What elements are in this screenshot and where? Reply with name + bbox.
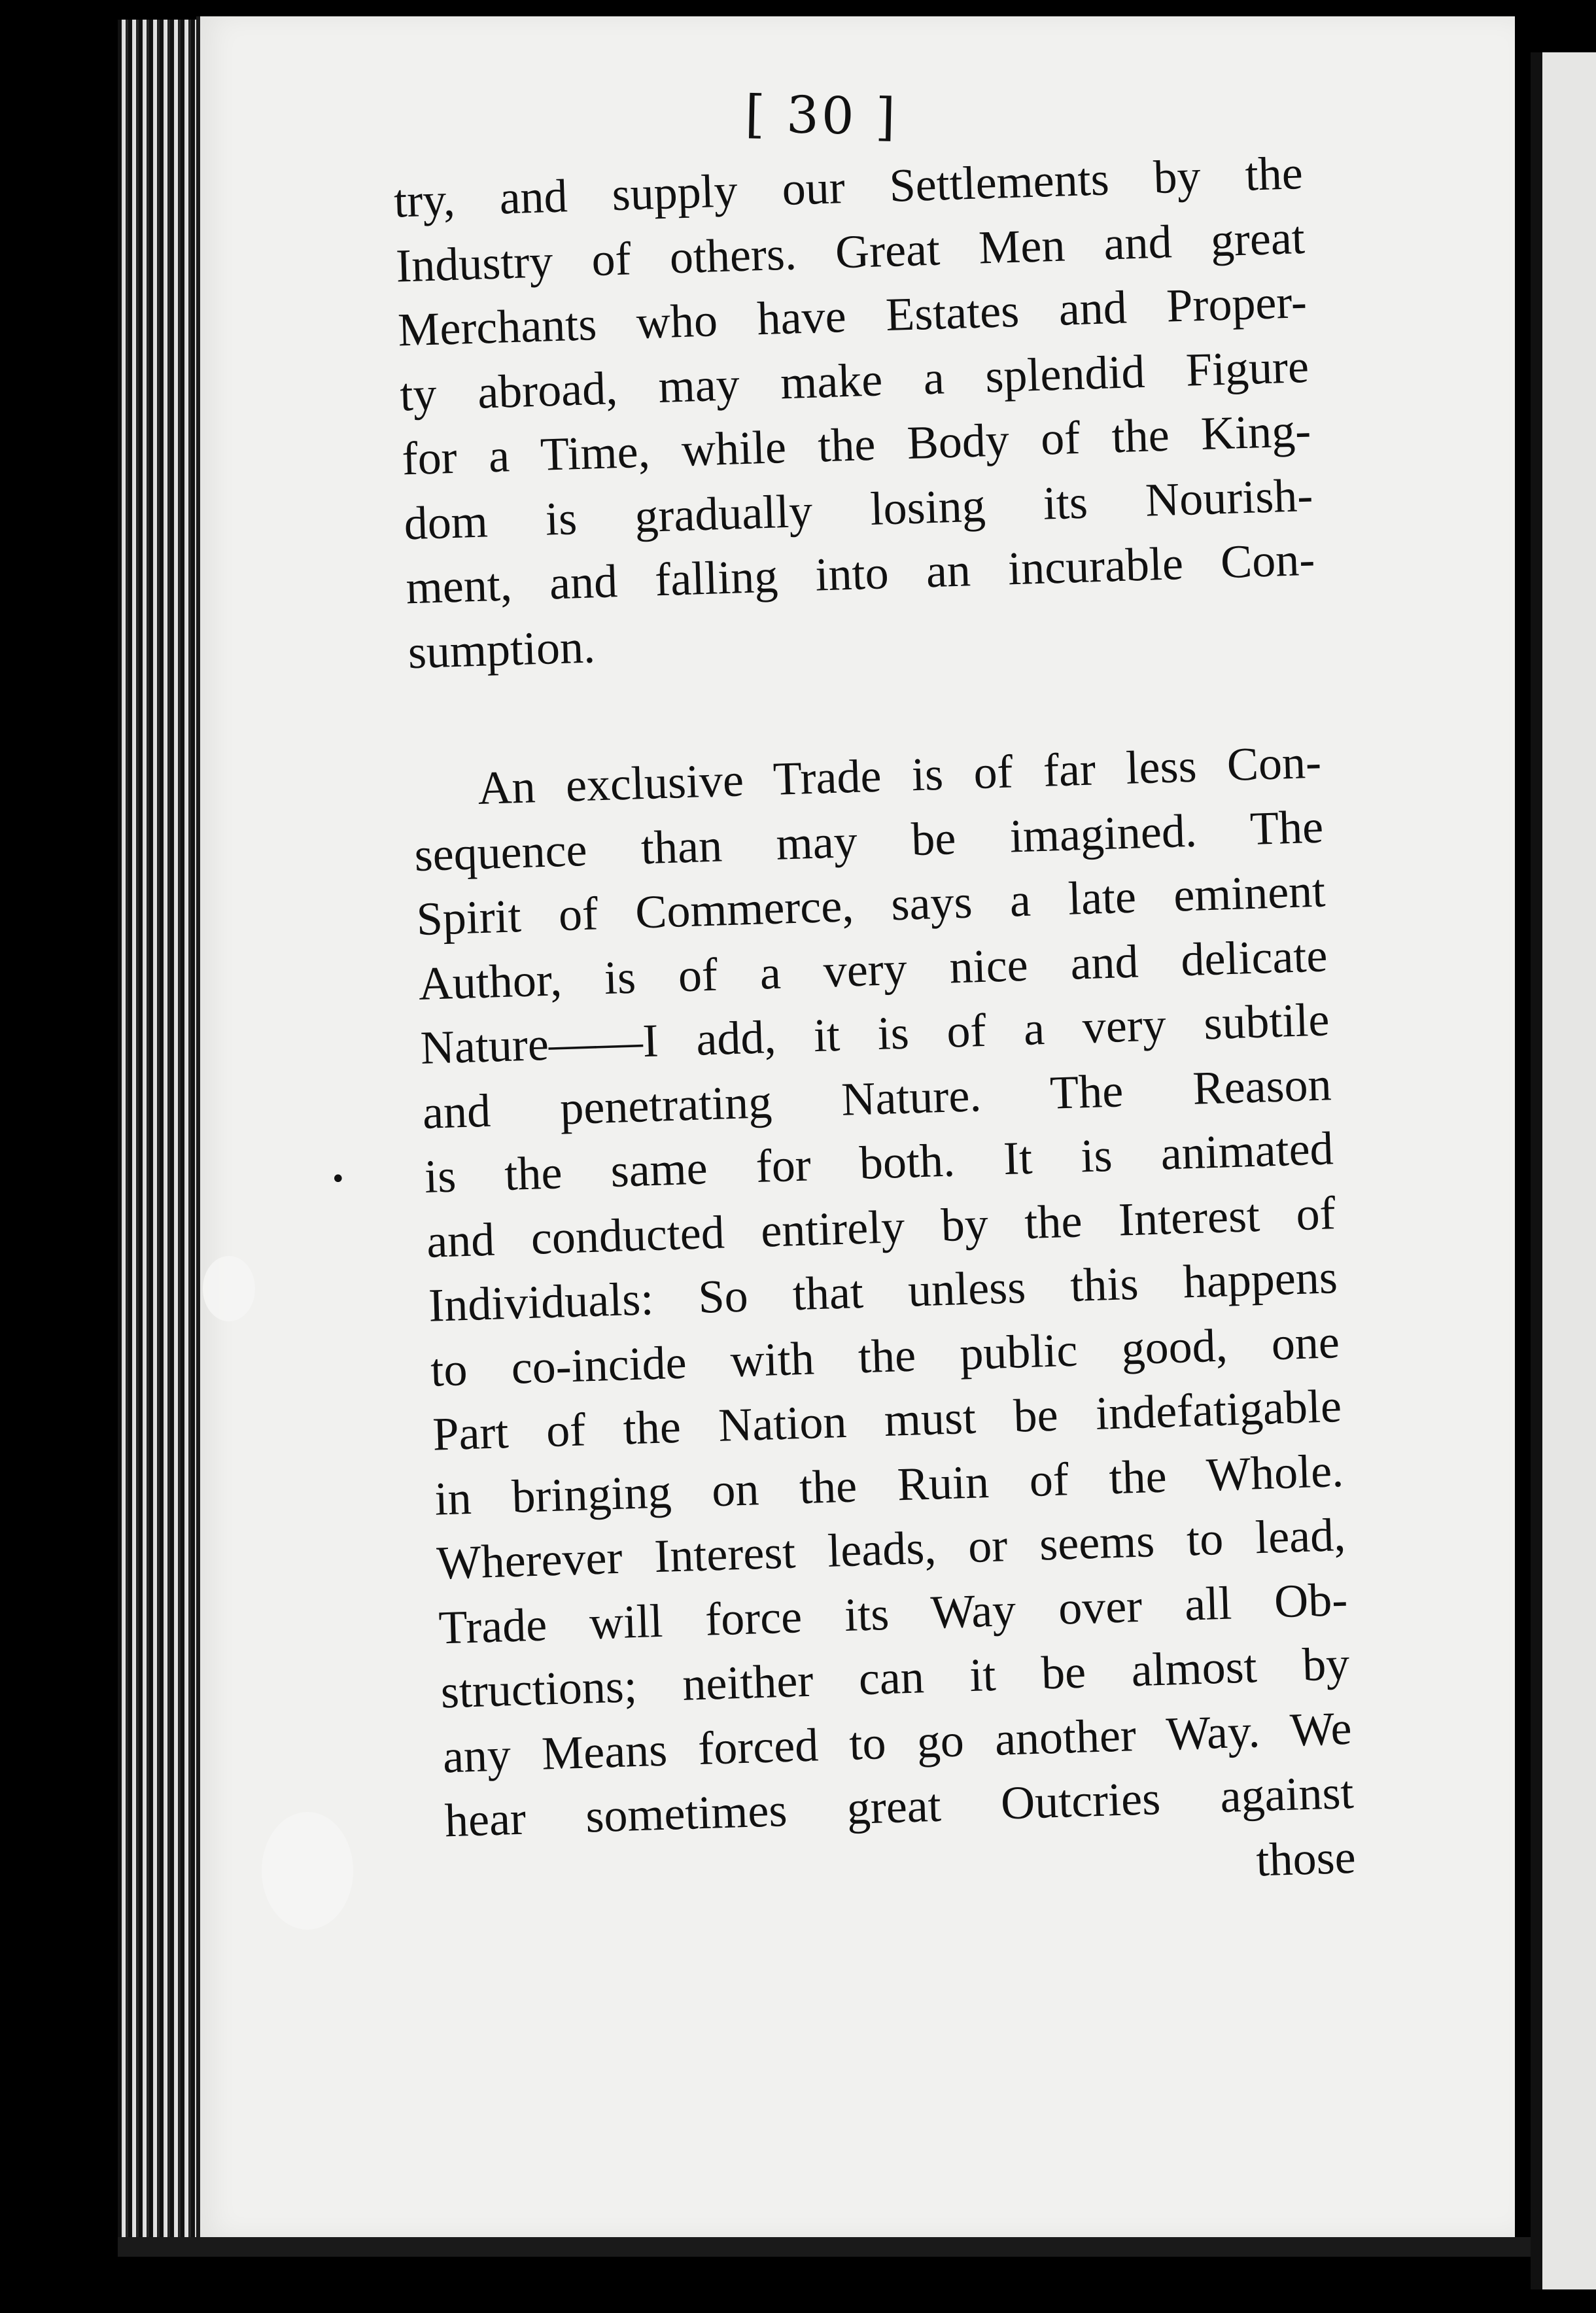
text-line: to co-incide with the public good, one [430, 1315, 1340, 1397]
text-line: hear sometimes great Outcries against [443, 1765, 1355, 1847]
text-line: Author, is of a very nice and delicate [417, 928, 1328, 1010]
text-line: structions; neither can it be almost by [440, 1637, 1351, 1718]
text-line: dom is gradually losing its Nourish- [403, 468, 1314, 549]
facing-page-edge [1531, 52, 1596, 2289]
text-line: ty abroad, may make a splendid Figure [399, 339, 1310, 421]
text-line: sumption. [407, 619, 597, 678]
text-line: and penetrating Nature. The Reason [421, 1057, 1332, 1139]
catchword: those [1255, 1830, 1357, 1886]
text-line: Trade will force its Way over all Ob- [438, 1573, 1349, 1654]
text-line: and conducted entirely by the Interest of [425, 1186, 1336, 1268]
text-line: for a Time, while the Body of the King- [401, 404, 1312, 485]
text-line: ment, and falling into an incurable Con- [405, 532, 1316, 614]
text-line: try, and supply our Settlements by the [392, 146, 1304, 228]
text-line: An exclusive Trade is of far less Con- [477, 735, 1323, 815]
paper-blot [262, 1812, 353, 1930]
text-line: any Means forced to go another Way. We [442, 1701, 1353, 1783]
stray-mark: • [330, 1164, 346, 1194]
bottom-edge [118, 2237, 1531, 2257]
page-number: [ 30 ] [744, 85, 899, 147]
text-line: Individuals: So that unless this happens [428, 1251, 1338, 1332]
text-line: Industry of others. Great Men and great [395, 211, 1306, 292]
text-line: Nature——I add, it is of a very subtile [419, 993, 1330, 1074]
text-line: Spirit of Commerce, says a late eminent [415, 864, 1327, 946]
text-line: Part of the Nation must be indefatigable [432, 1380, 1343, 1461]
text-line: in bringing on the Ruin of the Whole. [434, 1444, 1345, 1525]
text-line: Merchants who have Estates and Proper- [397, 275, 1308, 357]
text-line: is the same for both. It is animated [423, 1122, 1334, 1203]
text-line: sequence than may be imagined. The [413, 800, 1325, 881]
paper-blot [203, 1256, 255, 1321]
text-line: Wherever Interest leads, or seems to lead, [436, 1508, 1347, 1590]
body-text [393, 141, 1357, 1917]
